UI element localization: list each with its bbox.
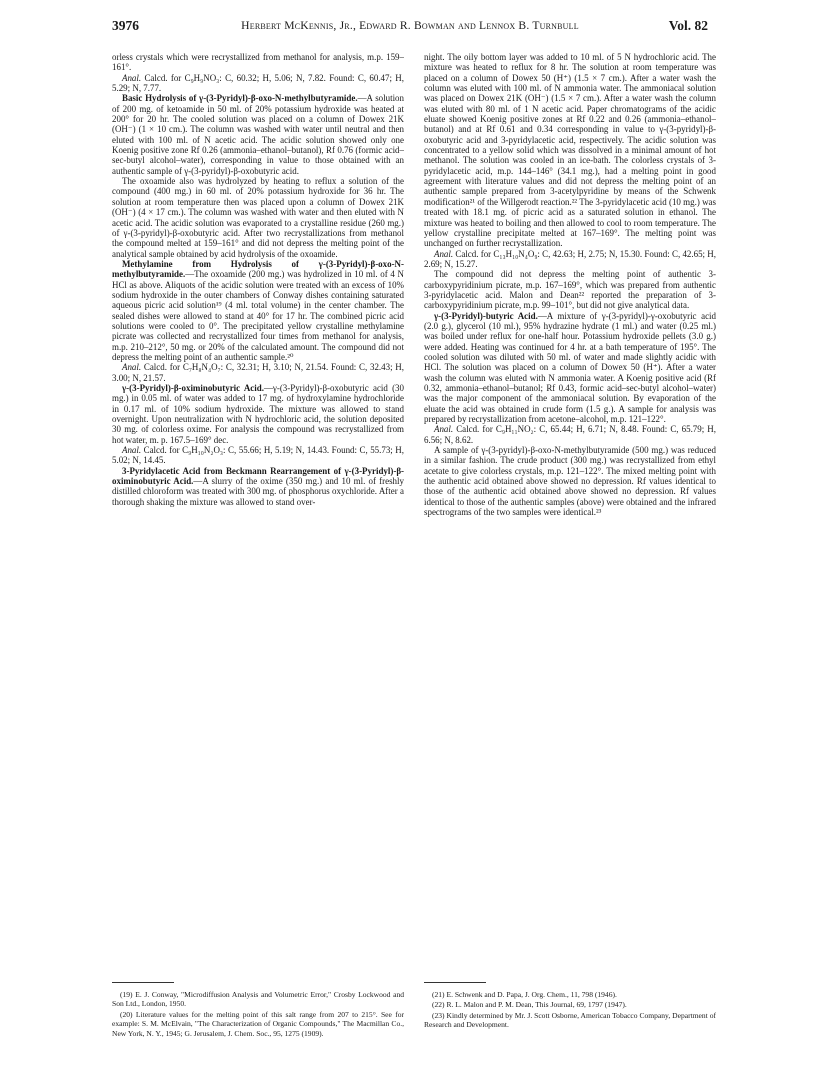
paragraph-text: Calcd. for C₉H₉NO₃: C, 60.32; H, 5.06; N, 7.82. Found: C, 60.47; H, 5.29; N, 7.77. <box>112 72 404 94</box>
right-column-paragraph <box>424 445 716 517</box>
section-heading: Methylamine from Hydrolysis of γ-(3-Pyridyl)-β-oxo-N-methylbutyramide. <box>112 258 404 280</box>
left-column-paragraph: orless crystals which were recrystallized from methanol for analysis, m.p. 159–161°. <box>112 52 404 73</box>
section-heading: γ-(3-Pyridyl)-butyric Acid. <box>434 310 538 321</box>
paragraph-text: —The oxoamide (200 mg.) was hydrolized in 10 ml. of 4 N HCl as above. Aliquots of the acidic solution were treated with an excess of 10% sodium hydroxide in the outer chambers of Conway dishes containing saturated aqueous picric acid solution¹⁹ (4 ml. total volume) in the center chamber. The sealed dishes were allowed to stand at 40° for 17 hr. The combined picric acid solutions were cooled to 0°. The precipitated yellow crystalline methylamine picrate was collected and recrystallized four times from methanol for analysis, m.p. 210–212°, 50 mg. or 20% of the calculated amount. The compound did not depress the melting point of an authentic sample.²⁰ <box>112 269 404 362</box>
footnote: (22) R. L. Malon and P. M. Dean, This Journal, 69, 1797 (1947). <box>432 1000 627 1010</box>
left-column-paragraph <box>112 383 404 445</box>
paragraph-text: —A solution of 200 mg. of ketoamide in 50 ml. of 20% potassium hydroxide was heated at 200° for 20 hr. The cooled solution was placed on a column of Dowex 21K (OH⁻) (1 × 10 cm.). The column was washed with water until neutral and then eluted with 100 ml. of N acetic acid. The acidic solution showed only one Koenig positive zone Rf 0.26 (ammonia–ethanol–butanol), Rf 0.76 (formic acid–sec-butyl alcohol–water), corresponding in value to those obtained with an authentic sample of γ-(3-pyridyl)-β-oxobutyric acid. <box>112 93 404 176</box>
left-column <box>112 52 404 974</box>
section-heading: γ-(3-Pyridyl)-β-oximinobutyric Acid. <box>122 383 264 393</box>
right-column-paragraph <box>424 424 716 445</box>
paragraph-text: Calcd. for C₁₃H₁₀N₄O₉: C, 42.63; H, 2.75; N, 15.30. Found: C, 42.65; H, 2.69; N, 15.27. <box>424 248 716 269</box>
left-column-paragraph <box>112 259 404 362</box>
footnote-rule-right <box>424 982 486 983</box>
analysis-label: Anal. <box>434 424 454 435</box>
paragraph-text: The oxoamide also was hydrolyzed by heating to reflux a solution of the compound (400 mg.) in 60 ml. of 20% potassium hydroxide for 36 hr. The solution at room temperature then was placed upon a column of Dowex 21K (OH⁻) (4 × 17 cm.). The column was washed with water and then eluted with N acetic acid. The acidic solution was evaporated to a crystalline residue (260 mg.) of γ-(3-pyridyl)-β-oxobutyric acid. After two recrystallizations from methanol the compound melted at 159–161° and did not depress the melting point of the analytical sample obtained by acid hydrolysis of the oxoamide. <box>112 176 404 259</box>
running-header <box>112 18 708 36</box>
footnote: (23) Kindly determined by Mr. J. Scott Osborne, American Tobacco Company, Department of Research and Development. <box>424 1010 716 1030</box>
footnotes-right <box>424 990 716 1031</box>
left-column-paragraph <box>112 93 404 176</box>
left-column-paragraph <box>112 362 404 383</box>
left-column-paragraph <box>112 176 404 259</box>
section-heading: Basic Hydrolysis of γ-(3-Pyridyl)-β-oxo-N-methylbutyramide. <box>122 93 358 104</box>
left-column-paragraph <box>112 445 404 466</box>
analysis-label: Anal. <box>122 362 142 373</box>
paragraph-text: The compound did not depress the melting point of authentic 3-carboxypyridinium picrate, m.p. 167–169°, which was prepared from authentic 3-pyridylacetic acid. Malon and Dean²² reported the preparation of 3-carboxypyridinium picrate, m.p. 99–101°, but did not give analytical data. <box>424 269 716 311</box>
paragraph-text: —A mixture of γ-(3-pyridyl)-γ-oxobutyric acid (2.0 g.), glycerol (10 ml.), 95% hydrazine hydrate (1 ml.) and water (0.25 ml.) was boiled under reflux for one-half hour. Potassium hydroxide pellets (3.0 g.) were added. Heating was continued for 4 hr. at a bath temperature of 195°. The cooled solution was diluted with 50 ml. of water and made slightly acidic with HCl. The solution was placed on a column of Dowex 50 (H⁺). After a water wash the column was eluted with N ammonia water. A Koenig positive acid (Rf 0.32, ammonia–ethanol–butanol; Rf 0.43, formic acid–sec-butyl alcohol–water) was the major component of the ammoniacal solution. By evaporation of the eluate the acid was obtained in crude form (1.5 g.). A sample for analysis was prepared by recrystallization from acetone–alcohol, m.p. 121–122°. <box>424 310 716 425</box>
footnote: (20) Literature values for the melting point of this salt range from 207 to 215°. See for example: S. M. McElvain, "The Characterization of Organic Compounds," The Macmillan Co., New York, N. Y., 1945; G. Jerusalem, J. Chem. Soc., 95, 1275 (1909). <box>112 1009 404 1038</box>
right-column-paragraph <box>424 311 716 425</box>
page-number: 3976 <box>112 18 139 33</box>
right-column <box>424 52 716 974</box>
section-heading: 3-Pyridylacetic Acid from Beckmann Rearrangement of γ-(3-Pyridyl)-β-oximinobutyric Acid. <box>112 465 404 487</box>
footnotes-left <box>112 990 404 1039</box>
paragraph-text: Calcd. for C₉H₁₀N₂O₃: C, 55.66; H, 5.19; N, 14.43. Found: C, 55.73; H, 5.02; N, 14.45. <box>112 445 404 466</box>
footnote: (21) E. Schwenk and D. Papa, J. Org. Chem., 11, 798 (1946). <box>432 990 617 999</box>
analysis-label: Anal. <box>122 72 142 83</box>
right-column-paragraph <box>424 249 716 270</box>
paragraph-text: —γ-(3-Pyridyl)-β-oxobutyric acid (30 mg.) in 0.05 ml. of water was added to 17 mg. of hydroxylamine hydrochloride in 0.17 ml. of 10% sodium hydroxide. The mixture was allowed to stand overnight. Upon neutralization with N hydrochloric acid, the solution deposited 30 mg. of colorless oxime. For analysis the compound was recrystallized from hot water, m. p. 167.5–169° dec. <box>112 383 404 445</box>
paragraph-text: A sample of γ-(3-pyridyl)-β-oxo-N-methylbutyramide (500 mg.) was reduced in a similar fashion. The crude product (300 mg.) was recrystallized from ethyl acetate to give colorless crystals, m.p. 121–122°. The mixed melting point with the authentic acid obtained above showed no depression. Rf values identical to those of the authentic acid obtained above showed no depression. Rf values identical to those of the authentic samples (above) were obtained and the infrared spectrograms of the two samples were identical.²³ <box>424 445 716 518</box>
right-column-paragraph: night. The oily bottom layer was added to 10 ml. of 5 N hydrochloric acid. The mixture was heated to reflux for 8 hr. The solution at room temperature was placed on a column of Dowex 50 (H⁺) (1.5 × 7 cm.). After a water wash the column was eluted with 100 ml. of N ammonia water. The ammoniacal solution was placed on Dowex 21K (OH⁻) (1.5 × 7 cm.). After a water wash the column was eluted with 80 ml. of 1 N acetic acid. Paper chromatograms of the acidic eluate showed Koenig positive zones at Rf 0.22 and 0.26 (ammonia–ethanol–butanol) and at Rf 0.61 and 0.34 corresponding in value to γ-(3-pyridyl)-β-oxobutyric acid and 3-pyridylacetic acid, respectively. The acidic solution was concentrated to a yellow solid which was dissolved in a minimal amount of hot methanol. The solution was cooled in an ice-bath. The colorless crystals of 3-pyridylacetic acid, m.p. 144–146° (34.1 mg.), had a melting point in good agreement with literature values and did not depress the melting point of an authentic sample prepared from 3-acetylpyridine by means of the Schwenk modification²¹ of the Willgerodt reaction.²² The 3-pyridylacetic acid (10 mg.) was treated with 18.1 mg. of picric acid as a saturated solution in ethanol. The mixture was heated to boiling and then allowed to cool to room temperature. The yellow crystalline precipitate melted at 167–169°. The melting point was unchanged on further recrystallization. <box>424 52 716 249</box>
footnote-rule-left <box>112 982 174 983</box>
volume-label: Vol. 82 <box>668 18 708 33</box>
analysis-label: Anal. <box>434 248 454 259</box>
right-column-paragraph <box>424 269 716 310</box>
paragraph-text: Calcd. for C₇H₈N₄O₇: C, 32.31; H, 3.10; N, 21.54. Found: C, 32.43; H, 3.00; N, 21.57. <box>112 362 404 383</box>
left-column-paragraph <box>112 73 404 94</box>
paragraph-text: —A slurry of the oxime (350 mg.) and 10 ml. of freshly distilled chloroform was treated with 300 mg. of phosphorus oxychloride. After a thorough shaking the mixture was allowed to stand over- <box>112 476 404 507</box>
paragraph-text: Calcd. for C₉H₁₁NO₂: C, 65.44; H, 6.71; N, 8.48. Found: C, 65.79; H, 6.56; N, 8.62. <box>424 424 716 445</box>
running-title: Herbert McKennis, Jr., Edward R. Bowman and Lennox B. Turnbull <box>241 19 579 32</box>
left-column-paragraph <box>112 466 404 507</box>
footnote: (19) E. J. Conway, "Microdiffusion Analysis and Volumetric Error," Crosby Lockwood and Son Ltd., London, 1950. <box>112 990 404 1009</box>
analysis-label: Anal. <box>122 445 142 456</box>
